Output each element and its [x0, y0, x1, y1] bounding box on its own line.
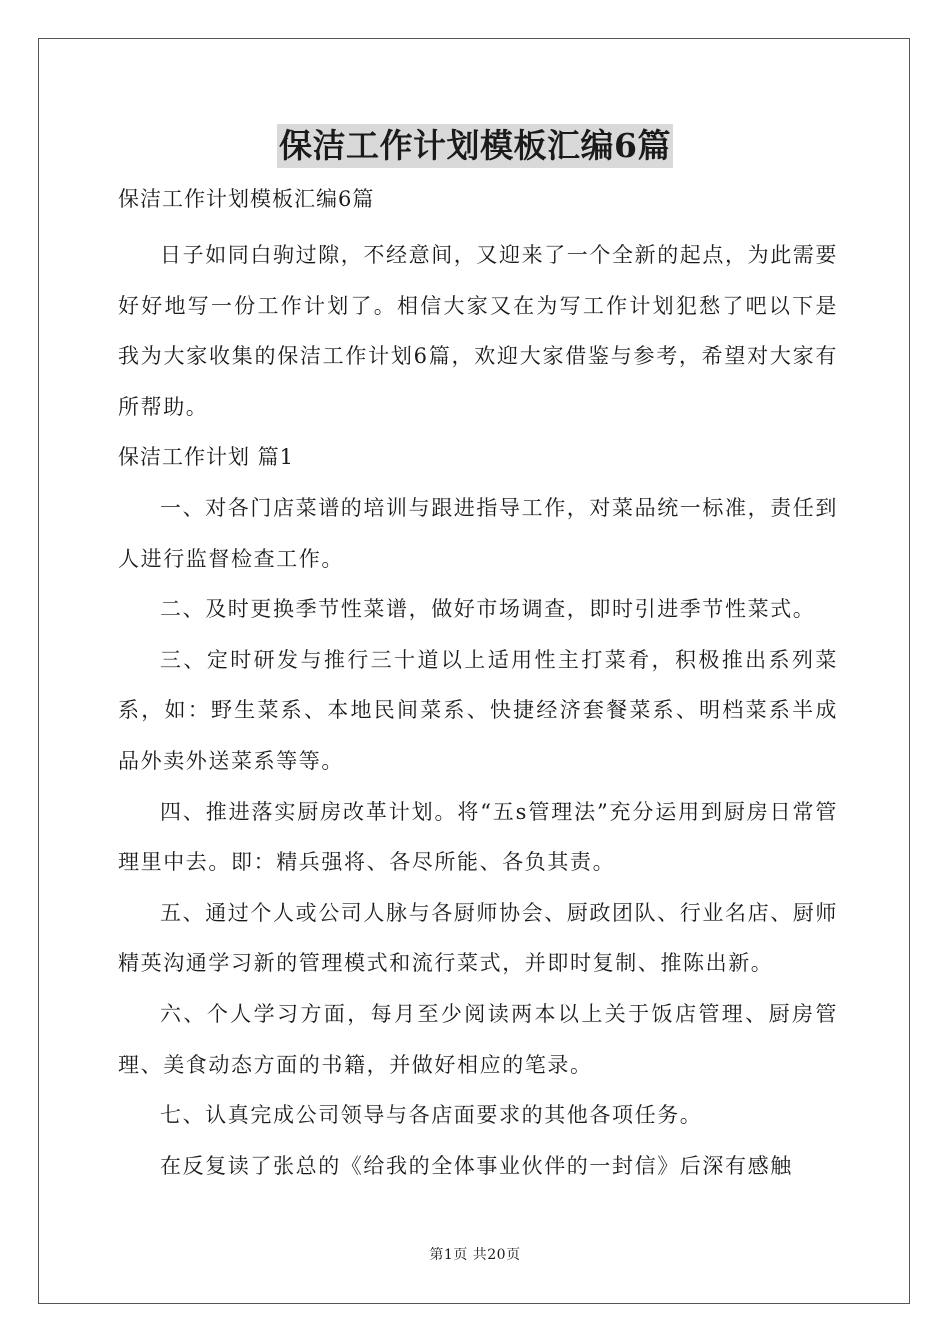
section-heading: 保洁工作计划 篇1: [118, 445, 295, 470]
document-body: [118, 230, 838, 1191]
list-item: 一、对各门店菜谱的培训与跟进指导工作，对菜品统一标准，责任到人进行监督检查工作。: [118, 495, 838, 571]
list-item: 四、推进落实厨房改革计划。将“五s管理法”充分运用到厨房日常管理里中去。即：精兵强将、各尽所能、各负其责。: [118, 799, 838, 875]
list-item: 七、认真完成公司领导与各店面要求的其他各项任务。: [160, 1103, 703, 1128]
list-item: 三、定时研发与推行三十道以上适用性主打菜肴，积极推出系列菜系，如：野生菜系、本地民间菜系、快捷经济套餐菜系、明档菜系半成品外卖外送菜系等等。: [118, 647, 838, 773]
list-item: 五、通过个人或公司人脉与各厨师协会、厨政团队、行业名店、厨师精英沟通学习新的管理模式和流行菜式，并即时复制、推陈出新。: [118, 900, 838, 976]
document-subtitle: 保洁工作计划模板汇编6篇: [118, 187, 375, 211]
list-item: 二、及时更换季节性菜谱，做好市场调查，即时引进季节性菜式。: [160, 597, 816, 622]
title-container: [0, 124, 950, 168]
list-item: 六、个人学习方面，每月至少阅读两本以上关于饭店管理、厨房管理、美食动态方面的书籍，并做好相应的笔录。: [118, 1001, 838, 1077]
intro-paragraph: 日子如同白驹过隙，不经意间，又迎来了一个全新的起点，为此需要好好地写一份工作计划了。相信大家又在为写工作计划犯愁了吧以下是我为大家收集的保洁工作计划6篇，欢迎大家借鉴与参考，希望对大家有所帮助。: [118, 243, 838, 419]
document-title: 保洁工作计划模板汇编6篇: [277, 124, 673, 168]
closing-paragraph: 在反复读了张总的《给我的全体事业伙伴的一封信》后深有感触: [160, 1153, 793, 1178]
page-footer: 第1页 共20页: [429, 1247, 521, 1263]
